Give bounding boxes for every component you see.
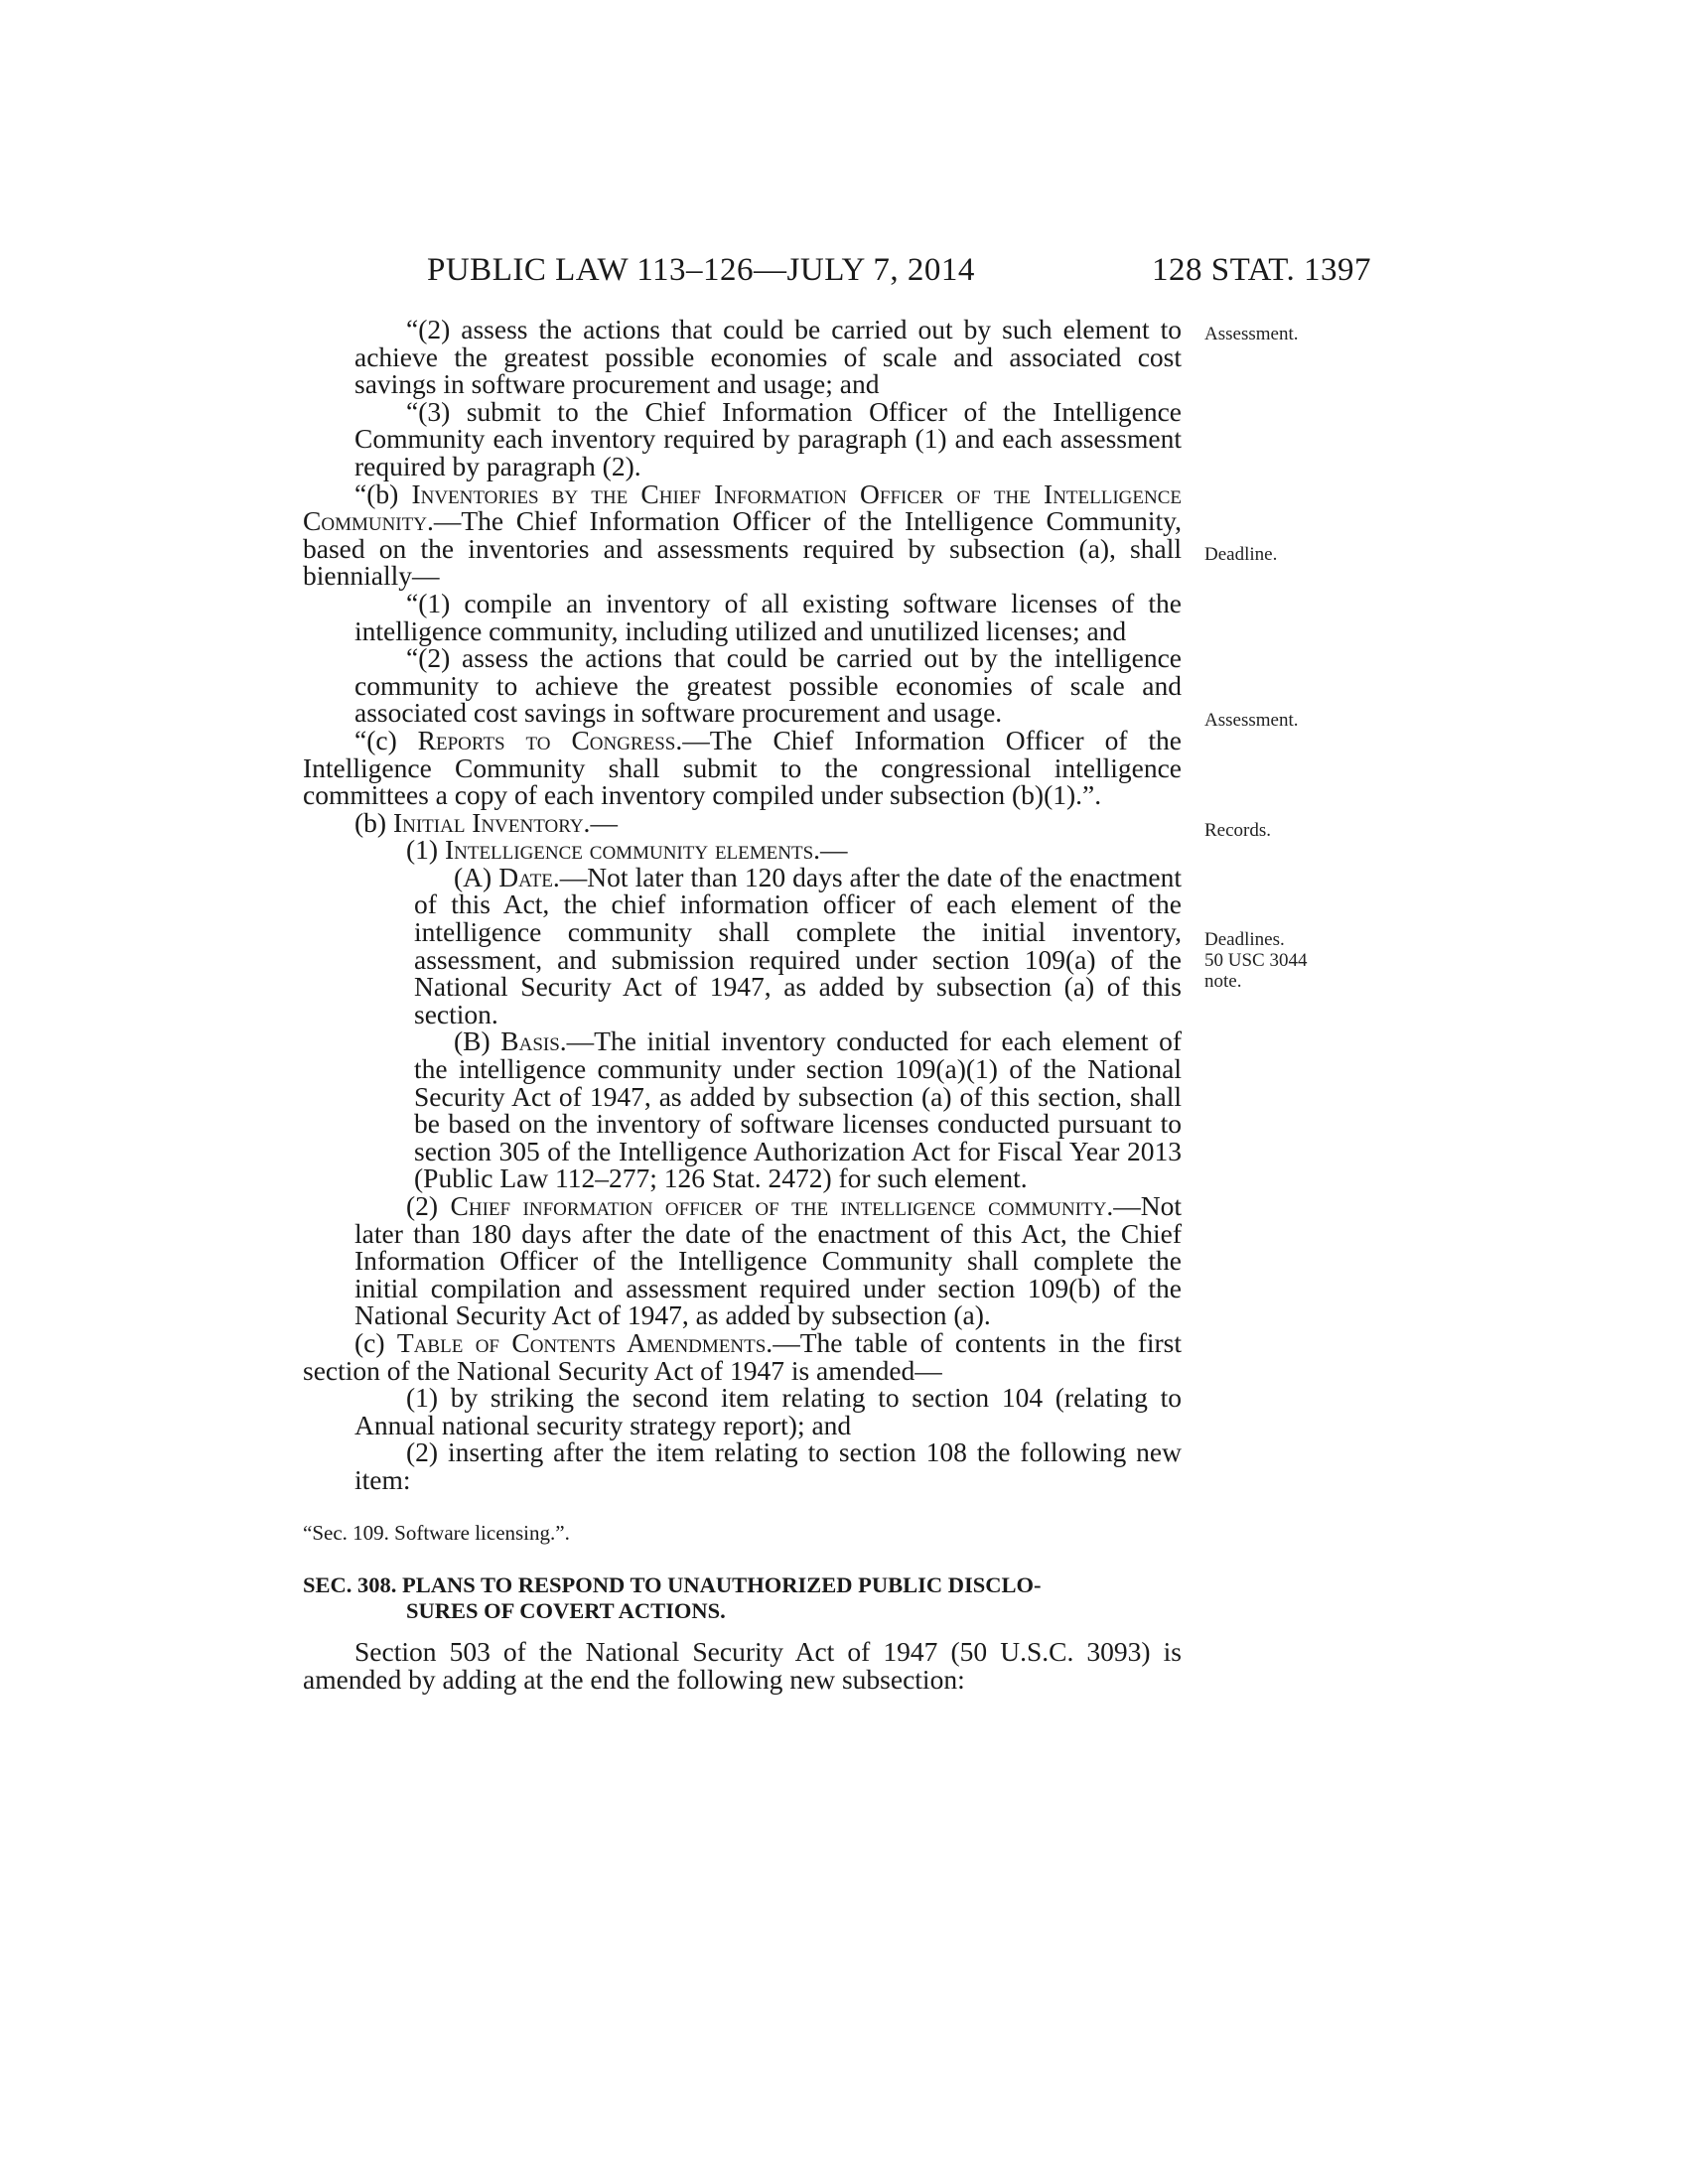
subsection-b: “(b) Inventories by the Chief Information Officer of the Intelligence Community.—The Chief Information Officer of the Intelligence Community, based on the inventories and assessments required by subsection (a), shall biennially— (303, 478, 1182, 592)
section-308-heading-line1: SEC. 308. PLANS TO RESPOND TO UNAUTHORIZED PUBLIC DISCLO- (303, 1572, 1042, 1598)
toc-new-item: “Sec. 109. Software licensing.”. (303, 1520, 570, 1545)
document-body (303, 316, 1182, 1693)
paragraph-b2: “(2) assess the actions that could be carried out by the intelligence community to achieve the greatest possible economies of scale and associated cost savings in software procurement and usage. (354, 642, 1182, 729)
toc-paragraph-1: (1) by striking the second item relating to section 104 (relating to Annual national security strategy report); and (354, 1382, 1182, 1440)
paragraph-b1: “(1) compile an inventory of all existing software licenses of the intelligence community, including utilized and unutilized licenses; and (354, 587, 1182, 646)
margin-note-assessment-2: Assessment. (1204, 710, 1299, 731)
page-header-title: PUBLIC LAW 113–126—JULY 7, 2014 (427, 252, 975, 288)
subsection-c: “(c) Reports to Congress.—The Chief Information Officer of the Intelligence Community shall submit to the congressional intelligence committees a copy of each inventory compiled under subsection (b)(1).”. (303, 724, 1183, 811)
margin-note-deadlines-line1: Deadlines. (1204, 929, 1285, 950)
toc-paragraph-2: (2) inserting after the item relating to section 108 the following new item: (354, 1436, 1182, 1495)
margin-note-deadlines-line3: note. (1204, 971, 1242, 992)
subparagraph-B: (B) Basis.—The initial inventory conducted for each element of the intelligence community under section 109(a)(1) of the National Security Act of 1947, as added by subsection (a) of this section, shall be based on the inventory of software licenses conducted pursuant to section 305 of the Intelligence Authorization Act for Fiscal Year 2013 (Public Law 112–277; 126 Stat. 2472) for such element. (414, 1025, 1182, 1194)
initial-inventory-heading: (b) Initial Inventory.— (354, 806, 618, 838)
subparagraph-A: (A) Date.—Not later than 120 days after the date of the enactment of this Act, the chief information officer of each element of the intelligence community shall complete the initial inventory, assessment, and submission required under section 109(a) of the National Security Act of 1947, as added by subsection (a) of this section. (414, 861, 1182, 1029)
margin-note-deadlines-line2: 50 USC 3044 (1204, 950, 1308, 971)
margin-note-records: Records. (1204, 820, 1272, 841)
section-308-heading (303, 1572, 1182, 1624)
paragraph-a3: “(3) submit to the Chief Information Officer of the Intelligence Community each inventory required by paragraph (1) and each assessment required by paragraph (2). (354, 395, 1182, 481)
page-header-stat: 128 STAT. 1397 (1152, 252, 1372, 288)
paragraph-cio: (2) Chief information officer of the intelligence community.—Not later than 180 days after the date of the enactment of this Act, the Chief Information Officer of the Intelligence Community shall complete the initial compilation and assessment required under section 109(b) of the National Security Act of 1947, as added by subsection (a). (354, 1190, 1182, 1331)
margin-note-assessment-1: Assessment. (1204, 324, 1299, 344)
section-308-text: Section 503 of the National Security Act of 1947 (50 U.S.C. 3093) is amended by adding at the end the following new subsection: (303, 1636, 1182, 1695)
section-308-heading-line2: SURES OF COVERT ACTIONS. (406, 1598, 726, 1624)
paragraph-a2: “(2) assess the actions that could be carried out by such element to achieve the greatest possible economies of scale and associated cost savings in software procurement and usage; and (354, 314, 1182, 400)
margin-note-deadlines (1204, 929, 1363, 992)
ic-elements-heading: (1) Intelligence community elements.— (406, 834, 848, 866)
toc-amendments: (c) Table of Contents Amendments.—The table of contents in the first section of the National Security Act of 1947 is amended— (303, 1326, 1182, 1386)
margin-note-deadline: Deadline. (1204, 544, 1278, 565)
